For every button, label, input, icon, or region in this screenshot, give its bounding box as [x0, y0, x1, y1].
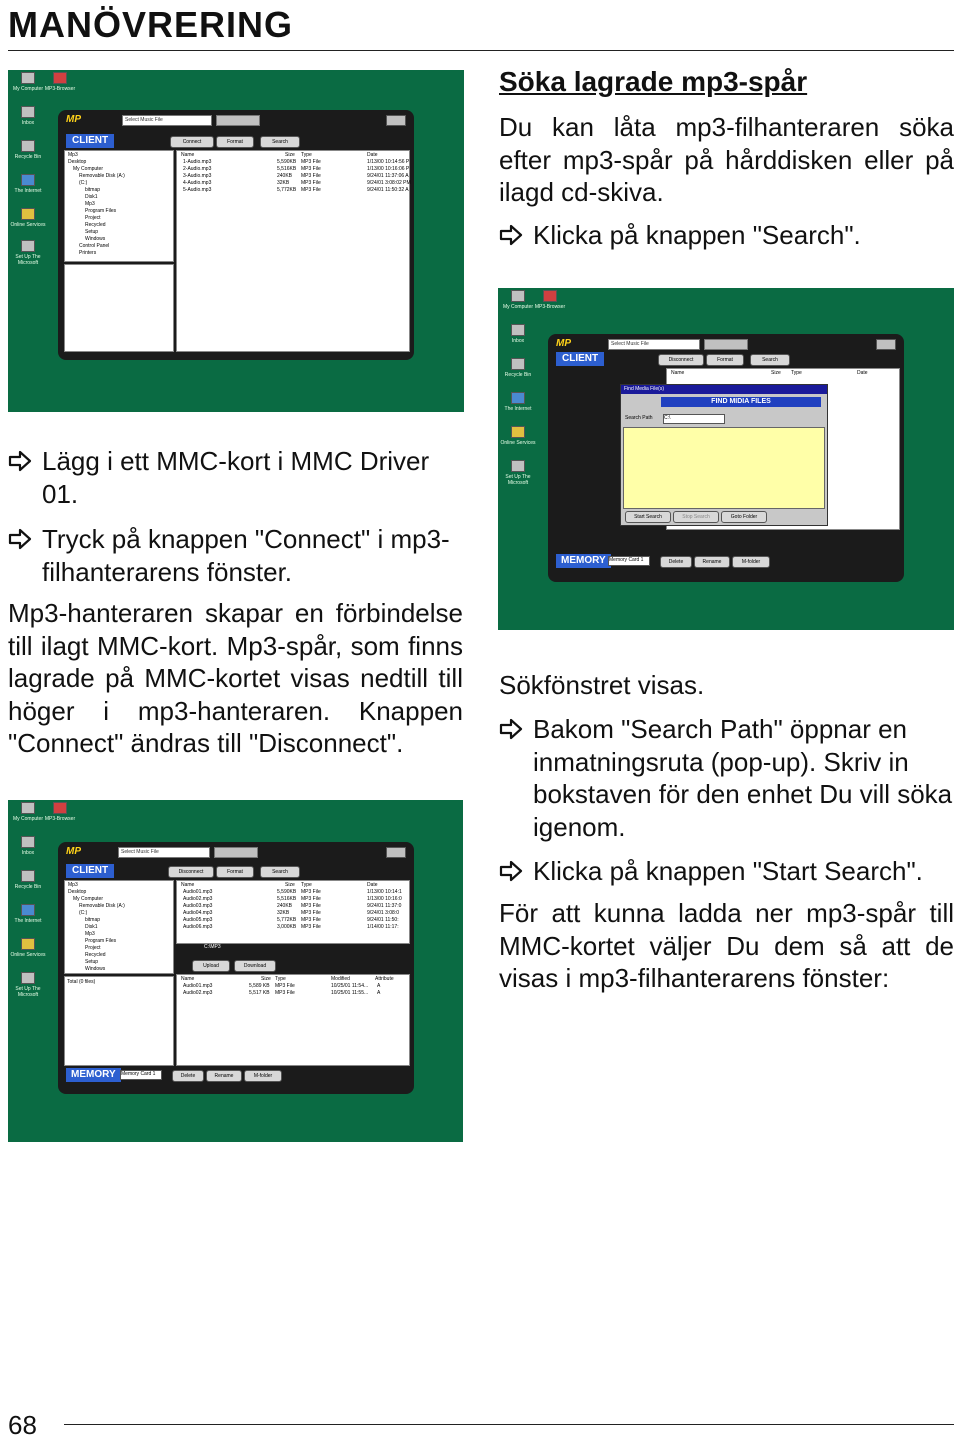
section-heading: Söka lagrade mp3-spår	[499, 66, 808, 97]
rename-button[interactable]: Rename	[694, 556, 730, 568]
desktop-icon-online-services[interactable]: Online Services	[10, 938, 46, 958]
desktop-icon-recycle-bin[interactable]: Recycle Bin	[500, 358, 536, 378]
connect-paragraph: Mp3-hanteraren skapar en förbindelse till ilagt MMC-kort. Mp3-spår, som finns lagrade på MMC-kortet visas nedtill till höger i mp3-hanteraren. Knappen "Connect" ändras till "Disconnect".	[8, 598, 463, 758]
desktop-icon-setup-microsoft[interactable]: Set Up The Microsoft	[10, 240, 46, 266]
file-row: Audio02.mp3	[183, 896, 213, 902]
file-row: Audio01.mp3	[183, 889, 213, 895]
bullet-connect	[8, 523, 463, 588]
app-logo: MP	[66, 846, 81, 857]
bullet-insert-text: Lägg i ett MMC-kort i MMC Driver 01.	[42, 446, 430, 509]
file-row: 4-Audio.mp3	[183, 180, 212, 186]
desktop-icon-online-services[interactable]: Online Services	[10, 208, 46, 228]
desktop-icon-mp3-browser[interactable]: MP3-Browser	[42, 72, 78, 92]
desktop-icon-setup-microsoft[interactable]: Set Up The Microsoft	[500, 460, 536, 486]
desktop-icon-my-computer[interactable]: My Computer	[10, 802, 46, 822]
screenshot-connected	[8, 800, 463, 1142]
bullet-start-search	[499, 855, 954, 888]
desktop-icon-my-computer[interactable]: My Computer	[500, 290, 536, 310]
bullet-connect-text: Tryck på knappen "Connect" i mp3-filhanterarens fönster.	[42, 524, 450, 587]
arrow-bullet-icon	[499, 717, 523, 741]
intro-paragraph: Du kan låta mp3-filhanteraren söka efter mp3-spår på hårddisken eller på ilagd cd-skiva.	[499, 112, 954, 207]
mp3-browser-window	[58, 842, 414, 1094]
desktop-icon-inbox[interactable]: Inbox	[10, 106, 46, 126]
search-button[interactable]: Search	[260, 866, 300, 878]
client-lower-pane[interactable]	[64, 264, 174, 352]
footer-rule	[64, 1424, 954, 1425]
bullet-search-path	[499, 713, 954, 843]
format-button[interactable]: Format	[216, 136, 254, 148]
page-number: 68	[8, 1410, 37, 1440]
window-titlebar	[64, 114, 408, 126]
player-controls[interactable]	[214, 847, 258, 858]
window-buttons[interactable]	[386, 115, 406, 126]
screenshot-find-media	[498, 288, 954, 630]
format-button[interactable]: Format	[706, 354, 744, 366]
file-list-pane[interactable]: Name Size Type Date 1-Audio.mp3 5,590KB MP3 File 1/13/00 10:14:56 P 2-Audio.mp3 5,516KB MP3 File 1/13/00 10:16:06 P 3-Audio.mp3 240KB MP3 File 9/24/01 11:37:06 A 4-Audio.mp3 32KB MP3 File 9/24/01 3:08:02 PM 5-Audio.mp3 5,772KB MP3 File 9/24/01 11:50:32 A	[176, 150, 410, 352]
mfolder-button[interactable]: M-folder	[732, 556, 770, 568]
download-button[interactable]: Download	[234, 960, 276, 972]
client-label: CLIENT	[556, 352, 604, 366]
file-row: Audio04.mp3	[183, 910, 213, 916]
bullet-search-path-text: Bakom "Search Path" öppnar en inmatningsruta (pop-up). Skriv in bokstaven för den enhet Du vill söka igenom.	[533, 714, 953, 842]
search-path-input[interactable]: C:\	[663, 414, 725, 424]
goto-folder-button[interactable]: Goto Folder	[721, 511, 767, 523]
desktop-icon-recycle-bin[interactable]: Recycle Bin	[10, 140, 46, 160]
arrow-bullet-icon	[8, 449, 32, 473]
path-field[interactable]: C:\MP3	[204, 944, 221, 950]
format-button[interactable]: Format	[216, 866, 254, 878]
client-lower-pane[interactable]	[64, 976, 174, 1066]
search-results-list[interactable]	[623, 427, 825, 509]
bullet-start-search-text: Klicka på knappen "Start Search".	[533, 856, 923, 886]
file-row: 2-Audio.mp3	[183, 166, 212, 172]
memory-label: MEMORY	[66, 1068, 121, 1082]
path-field[interactable]: C:\MP3	[202, 344, 219, 350]
file-list-pane[interactable]: Name Size Type Date Audio01.mp3 5,590KB MP3 File 1/13/00 10:14:1 Audio02.mp3 5,516KB MP3 File 1/13/00 10:16:0 Audio03.mp3 240KB MP3 File 9/24/01 11:37:0 Audio04.mp3 32KB MP3 File 9/24/01 3:08:0 Audio05.mp3 5,772KB MP3 File 9/24/01 11:50: Audio06.mp3 3,000KB MP3 File 1/14/00 11:17:	[176, 880, 410, 944]
player-controls[interactable]	[704, 339, 748, 350]
stop-search-button[interactable]: Stop Search	[673, 511, 719, 523]
memory-card-select[interactable]: Memory Card 1	[608, 556, 650, 566]
memory-file-pane[interactable]: Name Size Type Modified Attribute Audio01.mp3 5,589 KB MP3 File 10/25/01 11:54... A Audio02.mp3 5,517 KB MP3 File 10/25/01 11:55... A	[176, 974, 410, 1066]
find-media-dialog	[620, 384, 828, 526]
client-label: CLIENT	[66, 134, 114, 148]
screenshot-mp3-browser	[8, 70, 464, 412]
window-buttons[interactable]	[876, 339, 896, 350]
window-titlebar	[554, 338, 898, 350]
upload-button[interactable]: Upload	[192, 960, 230, 972]
file-row: 5-Audio.mp3	[183, 187, 212, 193]
mfolder-button[interactable]: M-folder	[244, 1070, 282, 1082]
header-rule	[8, 50, 954, 51]
find-banner: FIND MIDIA FILES	[661, 397, 821, 407]
disconnect-button[interactable]: Disconnect	[168, 866, 214, 878]
mp3-browser-window	[548, 334, 904, 582]
memory-file-row: Audio01.mp3	[183, 983, 213, 989]
file-row: Audio05.mp3	[183, 917, 213, 923]
connect-button[interactable]: Connect	[170, 136, 214, 148]
desktop-icon-recycle-bin[interactable]: Recycle Bin	[10, 870, 46, 890]
memory-card-select[interactable]: Memory Card 1	[120, 1070, 162, 1080]
start-search-button[interactable]: Start Search	[625, 511, 671, 523]
desktop-icon-setup-microsoft[interactable]: Set Up The Microsoft	[10, 972, 46, 998]
find-dialog-title: Find Media File(s)	[621, 385, 827, 394]
bullet-search	[499, 219, 954, 252]
file-row: 1-Audio.mp3	[183, 159, 212, 165]
delete-button[interactable]: Delete	[660, 556, 692, 568]
bullet-search-text: Klicka på knappen "Search".	[533, 220, 861, 250]
file-row: Audio03.mp3	[183, 903, 213, 909]
file-row: 3-Audio.mp3	[183, 173, 212, 179]
desktop-icon-mp3-browser[interactable]: MP3-Browser	[532, 290, 568, 310]
player-controls[interactable]	[216, 115, 260, 126]
select-music-file-field[interactable]: Select Music File	[118, 847, 210, 858]
search-button[interactable]: Search	[260, 136, 300, 148]
desktop-icon-online-services[interactable]: Online Services	[500, 426, 536, 446]
select-music-file-field[interactable]: Select Music File	[122, 115, 212, 126]
desktop-icon-internet[interactable]: The Internet	[500, 392, 536, 412]
mp3-browser-window	[58, 110, 414, 360]
window-buttons[interactable]	[386, 847, 406, 858]
rename-button[interactable]: Rename	[206, 1070, 242, 1082]
desktop-icon-mp3-browser[interactable]: MP3-Browser	[42, 802, 78, 822]
file-row: Audio06.mp3	[183, 924, 213, 930]
arrow-bullet-icon	[8, 527, 32, 551]
arrow-bullet-icon	[499, 859, 523, 883]
window-titlebar	[64, 846, 408, 858]
bullet-insert-mmc	[8, 445, 463, 510]
download-paragraph: För att kunna ladda ner mp3-spår till MMC-kortet väljer Du dem så att de visas i mp3-filhanterarens fönster:	[499, 898, 954, 993]
delete-button[interactable]: Delete	[172, 1070, 204, 1082]
select-music-file-field[interactable]: Select Music File	[608, 339, 700, 350]
app-logo: MP	[66, 114, 81, 125]
search-window-shown: Sökfönstret visas.	[499, 670, 705, 700]
memory-file-row: Audio02.mp3	[183, 990, 213, 996]
folder-tree[interactable]: Mp3 Desktop My Computer Removable Disk (A:) (C:) bitmap Disk1 Mp3 Program Files Project Recycled Setup Windows Control Panel Printers	[64, 150, 174, 262]
desktop-icon-inbox[interactable]: Inbox	[10, 836, 46, 856]
memory-label: MEMORY	[556, 554, 611, 568]
folder-tree[interactable]: Mp3 Desktop My Computer Removable Disk (A:) (C:) bitmap Disk1 Mp3 Program Files Project Recycled Setup Windows	[64, 880, 174, 974]
total-files-label: Total (0 files)	[67, 979, 96, 985]
app-logo: MP	[556, 338, 571, 349]
page-title: MANÖVRERING	[8, 4, 294, 45]
search-path-label: Search Path	[625, 415, 653, 421]
arrow-bullet-icon	[499, 223, 523, 247]
desktop-icon-internet[interactable]: The Internet	[10, 904, 46, 924]
search-button[interactable]: Search	[750, 354, 790, 366]
desktop-icon-internet[interactable]: The Internet	[10, 174, 46, 194]
client-label: CLIENT	[66, 864, 114, 878]
desktop-icon-my-computer[interactable]: My Computer	[10, 72, 46, 92]
disconnect-button[interactable]: Disconnect	[658, 354, 704, 366]
desktop-icon-inbox[interactable]: Inbox	[500, 324, 536, 344]
file-list-pane[interactable]: Name Size Type Date	[666, 368, 900, 530]
